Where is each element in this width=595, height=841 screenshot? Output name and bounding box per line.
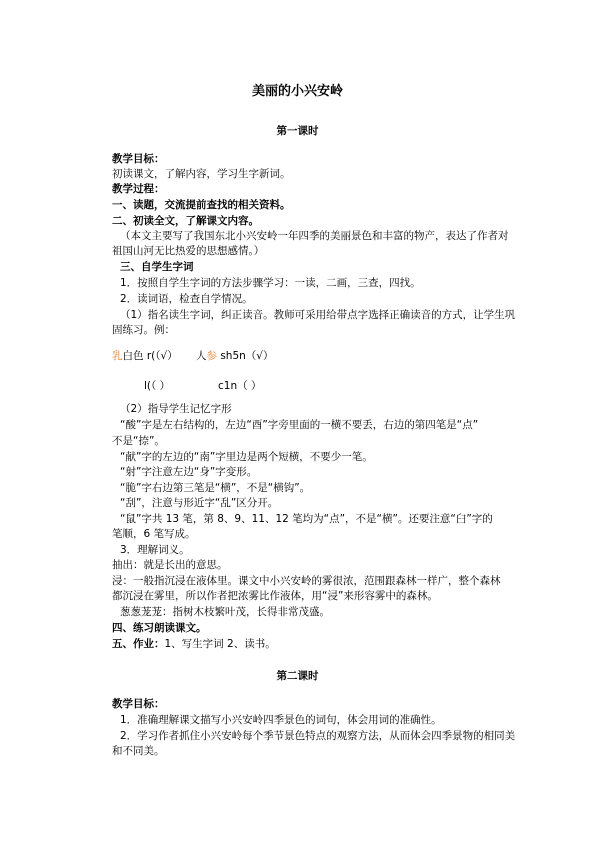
- memory-tip-suan-line1: “酸”字是左右结构的，左边“酉”字旁里面的一横不要丢，右边的第四笔是“点”: [120, 419, 479, 431]
- pronunciation-example-row1: [112, 349, 178, 363]
- lesson1-step2-desc-line2: 祖国山河无比热爱的思想感情。）: [112, 245, 265, 257]
- example-word-ren: 人: [196, 350, 207, 362]
- lesson2-goal2-line2: 和不同美。: [112, 745, 165, 757]
- memory-tip-shu-line2: 笔顺，6 笔写成。: [112, 528, 196, 540]
- lesson1-step3-item1: 1．按照自学生字词的方法步骤学习：一读，二画，三查，四找。: [120, 277, 421, 289]
- lesson1-step3: 三、自学生字词: [120, 261, 194, 273]
- lesson2-goal-label: 教学目标：: [112, 698, 165, 710]
- lesson1-goal-text: 初读课文，了解内容，学习生字新词。: [112, 168, 291, 180]
- lesson1-step1: 一、读题，交流提前查找的相关资料。: [112, 199, 291, 211]
- lesson2-goal1: 1．准确理解课文描写小兴安岭四季景色的词句，体会用词的准确性。: [120, 714, 442, 726]
- memory-tip-she: “射”字注意左边“身”字变形。: [120, 466, 258, 478]
- lesson1-step4: 四、练习朗读课文。: [112, 622, 207, 634]
- lesson1-step3-item2a-line1: （1）指名读生字词，纠正读音。教师可采用给带点字选择正确读音的方式，让学生巩: [120, 309, 516, 321]
- memory-tip-xian: “献”字的左边的“南”字里边是两个短横，不要少一笔。: [120, 451, 373, 463]
- lesson1-step2-desc-line1: （本文主要写了我国东北小兴安岭一年四季的美丽景色和丰富的物产，表达了作者对: [120, 230, 509, 242]
- word-meaning-congcong: 葱葱茏茏：指树木枝繁叶茂，长得非常茂盛。: [120, 606, 330, 618]
- document-title: 美丽的小兴安岭: [251, 84, 343, 99]
- memory-tip-shu-line1: “鼠”字共 13 笔，第 8、9、11、12 笔均为“点”，不是“横”。还要注意“臼”字的: [120, 513, 493, 525]
- example-char-ru: 乳: [112, 350, 123, 362]
- lesson1-heading: 第一课时: [276, 125, 319, 137]
- memory-tip-cui: “脆”字右边第三笔是“横”，不是“横钩”。: [120, 482, 311, 494]
- lesson1-step3-item2b: （2）指导学生记忆字形: [120, 403, 232, 415]
- word-meaning-chouchu: 抽出：就是长出的意思。: [112, 559, 228, 571]
- lesson1-step3-item2a-line2: 固练习。例：: [112, 324, 175, 336]
- lesson1-step3-item3: 3．理解词义。: [120, 544, 190, 556]
- word-meaning-jin-line2: 都沉浸在雾里，所以作者把浓雾比作液体，用“浸”来形容雾中的森林。: [112, 590, 438, 602]
- lesson1-process-label: 教学过程：: [112, 183, 165, 195]
- example-ru-option: 白色 r(（√）: [122, 350, 178, 362]
- memory-tip-suan-line2: 不是“捺”。: [112, 435, 165, 447]
- homework-label: 五、作业：: [112, 638, 165, 650]
- lesson1-step3-item2: 2．读词语，检查自学情况。: [120, 293, 253, 305]
- lesson2-goal2-line1: 2．学习作者抓住小兴安岭每个季节景色特点的观察方法，从而体会四季景物的相同美: [120, 730, 516, 742]
- lesson1-goal-label: 教学目标：: [112, 153, 165, 165]
- example-shen-option: sh5n（√）: [217, 350, 274, 362]
- pronunciation-example-row1b: [196, 349, 274, 363]
- lesson1-step2: 二、初读全文，了解课文内容。: [112, 215, 259, 227]
- example-char-shen: 参: [206, 350, 217, 362]
- pronunciation-example-row2b: c1n（ ）: [218, 380, 262, 392]
- pronunciation-example-row2a: l(（ ）: [144, 380, 171, 392]
- memory-tip-gua: “刮”，注意与形近字“乱”区分开。: [120, 497, 279, 509]
- word-meaning-jin-line1: 浸：一般指沉浸在液体里。课文中小兴安岭的雾很浓，范围跟森林一样广，整个森林: [112, 575, 501, 587]
- lesson2-heading: 第二课时: [276, 670, 319, 682]
- lesson1-step5: [112, 637, 276, 651]
- homework-text: 1、写生字词 2、读书。: [164, 638, 276, 650]
